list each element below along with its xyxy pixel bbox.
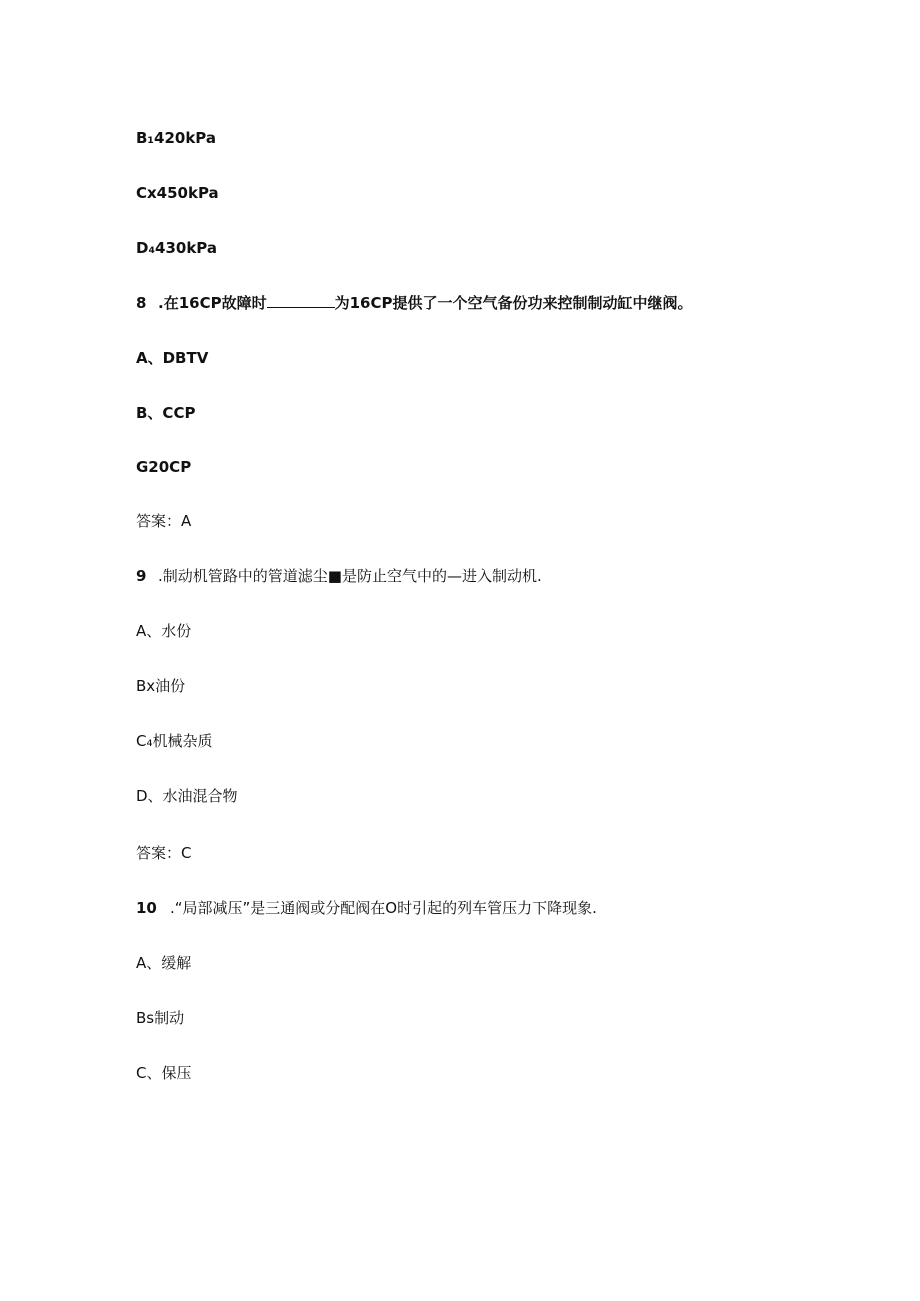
option-c-hold: C、保压 — [136, 1064, 192, 1082]
question-text-part-2: 为16CP提供了一个空气备份功来控制制动缸中继阀。 — [334, 294, 693, 312]
fill-blank — [267, 293, 335, 308]
option-b-brake: Bs制动 — [136, 1009, 185, 1027]
option-b-oil: Bx油份 — [136, 677, 186, 695]
option-d-430kpa: D₄430kPa — [136, 239, 218, 257]
option-b-ccp: B、CCP — [136, 404, 196, 422]
option-d-mixture: D、水油混合物 — [136, 787, 238, 805]
question-number: 10 — [136, 899, 157, 917]
question-text: .“局部减压”是三通阀或分配阀在O时引起的列车管压力下降现象. — [170, 899, 597, 917]
option-c-20cp: G20CP — [136, 458, 192, 476]
question-9 — [136, 566, 542, 586]
question-number: 9 — [136, 567, 147, 585]
answer-9: 答案：C — [136, 844, 192, 862]
answer-8: 答案：A — [136, 512, 192, 530]
question-8 — [136, 293, 692, 313]
option-c-impurities: C₄机械杂质 — [136, 732, 213, 750]
question-text: .制动机管路中的管道滤尘■是防止空气中的—进入制动机. — [158, 567, 542, 585]
question-10 — [136, 898, 597, 918]
option-a-water: A、水份 — [136, 622, 192, 640]
option-a-release: A、缓解 — [136, 954, 192, 972]
option-a-dbtv: A、DBTV — [136, 349, 209, 367]
option-b-420kpa: B₁420kPa — [136, 129, 217, 147]
question-number: 8 — [136, 294, 147, 312]
question-text-part-1: .在16CP故障时 — [158, 294, 267, 312]
option-c-450kpa: Cx450kPa — [136, 184, 219, 202]
